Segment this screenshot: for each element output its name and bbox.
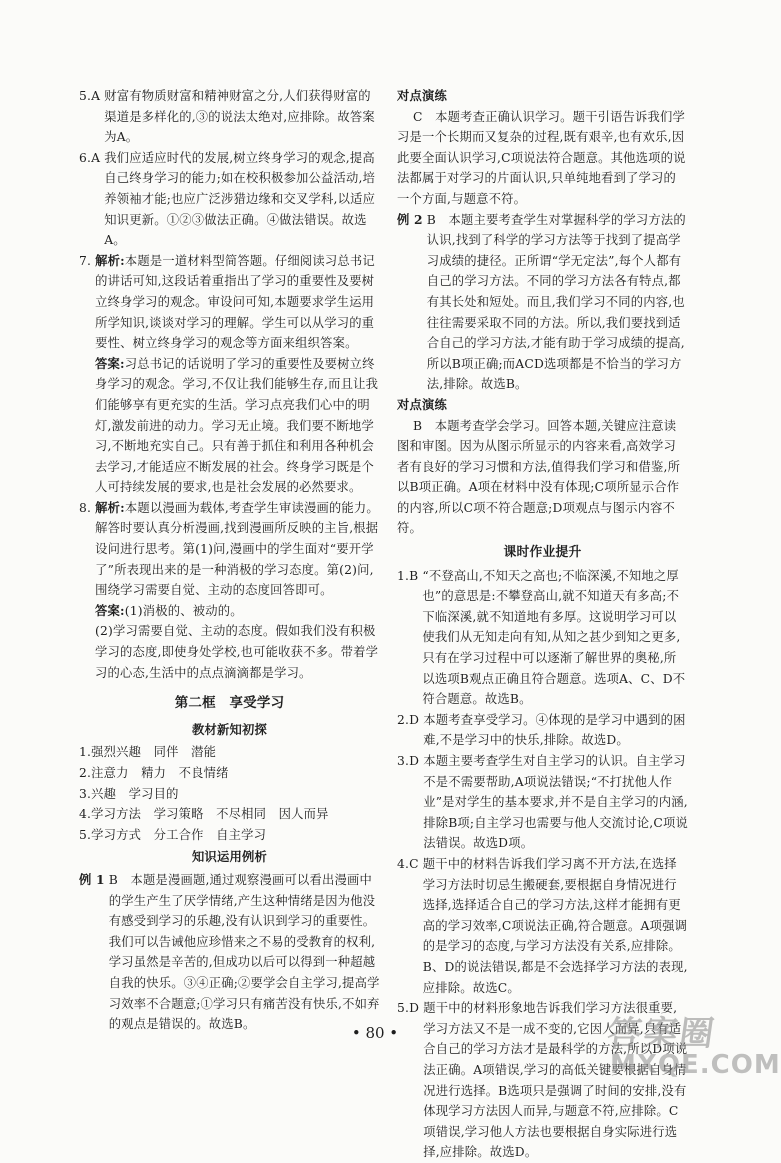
homework-item-3 (397, 751, 688, 854)
analysis-label: 解析: (95, 252, 125, 268)
item-text: “不登高山,不知天之高也;不临深溪,不知地之厚也”的意思是:不攀登高山,就不知道天有多高;不下临深溪,就不知道地有多厚。这说明学习可以使我们从无知走向有知,从知之甚少到知之更多,只有在学习过程中可以逐渐了解世界的奥秘,所以选项B观点正确且符合题意。选项A、C、D不符合题意。故选B。 (422, 568, 686, 707)
item-text: 题干中的材料告诉我们学习离不开方法,在选择学习方法时切忌生搬硬套,要根据自身情况进行选择,选择适合自己的学习方法,这样才能拥有更高的学习效率,C项说法正确,符合题意。A项强调的是学习的态度,与学习方法没有关系,应排除。B、D的说法错误,都是不会选择学习方法的表现,应排除。故选C。 (422, 856, 688, 995)
analysis-label: 解析: (95, 499, 125, 515)
answer-text: 习总书记的话说明了学习的重要性及要树立终身学习的观念。学习,不仅让我们能够生存,而且让我们能够享有更充实的生活。学习点亮我们心中的明灯,激发前进的动力。学习无止境。我们要不断地学习,不断地充实自己。只有善于抓住和利用各种机会去学习,才能适应不断发展的社会。终身学习既是个人可持续发展的要求,也是社会发展的必然要求。 (95, 356, 379, 495)
item-text: 本题考查享受学习。④体现的是学习中遇到的困难,不是学习中的快乐,排除。故选D。 (423, 712, 686, 748)
subsection-heading: 教材新知初探 (192, 721, 267, 737)
watermark-logo (602, 1000, 781, 1086)
answer-label: 答案: (95, 355, 125, 371)
example-text: B 本题主要考查学生对掌握科学的学习方法的认识,找到了科学的学习方法等于找到了提高学习成绩的捷径。正所谓“学无定法”,每个人都有自己的学习方法。不同的学习方法各有特点,都有其长处和短处。而且,我们学习不同的内容,也往往需要采取不同的方法。所以,我们要找到适合自己的学习方法,才能有助于学习成绩的提高,所以B项正确;而ACD选项都是不恰当的学习方法,排除。故选B。 (426, 212, 686, 392)
example-1 (79, 870, 380, 1035)
answer-item-7 (79, 251, 380, 354)
item-text: 题干中的材料形象地告诉我们学习方法很重要,学习方法又不是一成不变的,它因人而异,只有适合自己的学习方法才是最科学的方法,所以D项说法正确。A项错误,学习的高低关键要根据自身情况进行选择。B选项只是强调了时间的安排,没有体现学习方法因人而异,与题意不符,应排除。C项错误,学习他人方法也要根据自身实际进行选择,应排除。故选D。 (423, 1001, 688, 1160)
item-text: 本题主要考查学生对自主学习的认识。自主学习不是不需要帮助,A项说法错误;“不打扰他人作业”是对学生的基本要求,并不是自主学习的内涵,排除B项;自主学习也需要与他人交流讨论,C项说法错误。故选D项。 (423, 754, 688, 851)
item-text: 本题是一道材料型简答题。仔细阅读习总书记的讲话可知,这段话着重指出了学习的重要性及要树立终身学习的观念。审设问可知,本题要求学生运用所学知识,谈谈对学习的理解。学生可以从学习的重要性、树立终身学习的观念等方面来组织答案。 (95, 253, 375, 351)
item-text: 本题以漫画为载体,考查学生审读漫画的能力。解答时要认真分析漫画,找到漫画所反映的主旨,根据设问进行思考。第(1)问,漫画中的学生面对“要开学了”所表现出来的是一种消极的学习态度。第(2)问,围绕学习需要自觉、主动的态度回答即可。 (95, 500, 379, 598)
item-number: 5.D (397, 1001, 420, 1016)
item-number: 5.A (79, 89, 101, 103)
practice-heading: 对点演练 (397, 396, 447, 412)
answer-text: (1)消极的、被动的。 (124, 603, 243, 618)
list-item: 5.学习方式 分工合作 自主学习 (79, 827, 267, 842)
item-number: 1.B (397, 568, 419, 583)
practice-text: B 本题考查学会学习。回答本题,关键应注意读图和审图。因为从图示所显示的内容来看,高效学习者有良好的学习习惯和方法,值得我们学习和借鉴,所以B项正确。A项在材料中没有体现;C项所显示合作的内容,所以C项不符合题意;D项观点与图示内容不符。 (397, 418, 681, 536)
list-item: 2.注意力 精力 不良情绪 (79, 766, 229, 780)
practice-heading: 对点演练 (397, 88, 447, 103)
item-number: 8. (79, 500, 92, 515)
list-item: 1.强烈兴趣 同伴 潜能 (79, 745, 217, 760)
homework-item-2 (397, 710, 688, 751)
item-text: 财富有物质财富和精神财富之分,人们获得财富的渠道是多样化的,③的说法太绝对,应排除。故答案为A。 (104, 89, 375, 145)
example-label: 例 1 (79, 871, 105, 887)
answer-block-7 (79, 354, 380, 498)
practice-text: C 本题考查正确认识学习。题干引语告诉我们学习是一个长期而又复杂的过程,既有艰辛,也有欢乐,因此要全面认识学习,C项说法符合题意。其他选项的说法都属于对学习的片面认识,只单纯地看到了学习的一个方面,与题意不符。 (397, 109, 686, 206)
list-item: 3.兴趣 学习目的 (79, 786, 179, 801)
answer-block-8 (79, 601, 380, 622)
item-number: 7. (79, 253, 92, 268)
answer-item-5 (79, 86, 380, 148)
homework-item-1 (397, 566, 688, 710)
answer-text: (2)学习需要自觉、主动的态度。假如我们没有积极学习的态度,即使身处学校,也可能收获不多。带着学习的心态,生活中的点点滴滴都是学习。 (95, 624, 379, 680)
answer-item-8 (79, 498, 380, 601)
answer-label: 答案: (95, 602, 125, 618)
watermark-url: MXQE.COM (610, 1050, 781, 1080)
answer-item-6 (79, 148, 380, 251)
example-text: B 本题是漫画题,通过观察漫画可以看出漫画中的学生产生了厌学情绪,产生这种情绪是因为他没有感受到学习的乐趣,没有认识到学习的重要性。我们可以告诫他应珍惜来之不易的受教育的权利,学习虽然是辛苦的,但成功以后可以得到一种超越自我的快乐。③④正确;②要学会自主学习,提高学习效率不合题意;①学习只有痛苦没有快乐,不如弃的观点是错误的。故选B。 (108, 872, 380, 1032)
page-number: • 80 • (351, 1024, 399, 1042)
item-text: 我们应适应时代的发展,树立终身学习的观念,提高自己终身学习的能力;如在校积极参加公益活动,培养领袖才能;也应广泛涉猎边缘和交叉学科,以适应知识更新。①②③做法正确。④做法错误。故选A。 (104, 150, 376, 248)
watermark-logo-text: 答案圈 (604, 1014, 719, 1054)
example-2 (397, 210, 688, 395)
item-number: 3.D (397, 754, 420, 768)
example-label: 例 2 (397, 211, 423, 227)
homework-title: 课时作业提升 (503, 545, 582, 561)
homework-item-4 (397, 854, 688, 998)
item-number: 2.D (397, 712, 420, 727)
left-column (79, 86, 380, 1035)
item-number: 6.A (79, 150, 101, 165)
item-number: 4.C (397, 856, 419, 871)
subsection-heading: 知识运用例析 (192, 849, 267, 865)
answer-block-8-part2 (79, 621, 380, 683)
list-item: 4.学习方法 学习策略 不尽相同 因人而异 (79, 807, 329, 822)
section-title: 第二框 享受学习 (174, 695, 285, 712)
